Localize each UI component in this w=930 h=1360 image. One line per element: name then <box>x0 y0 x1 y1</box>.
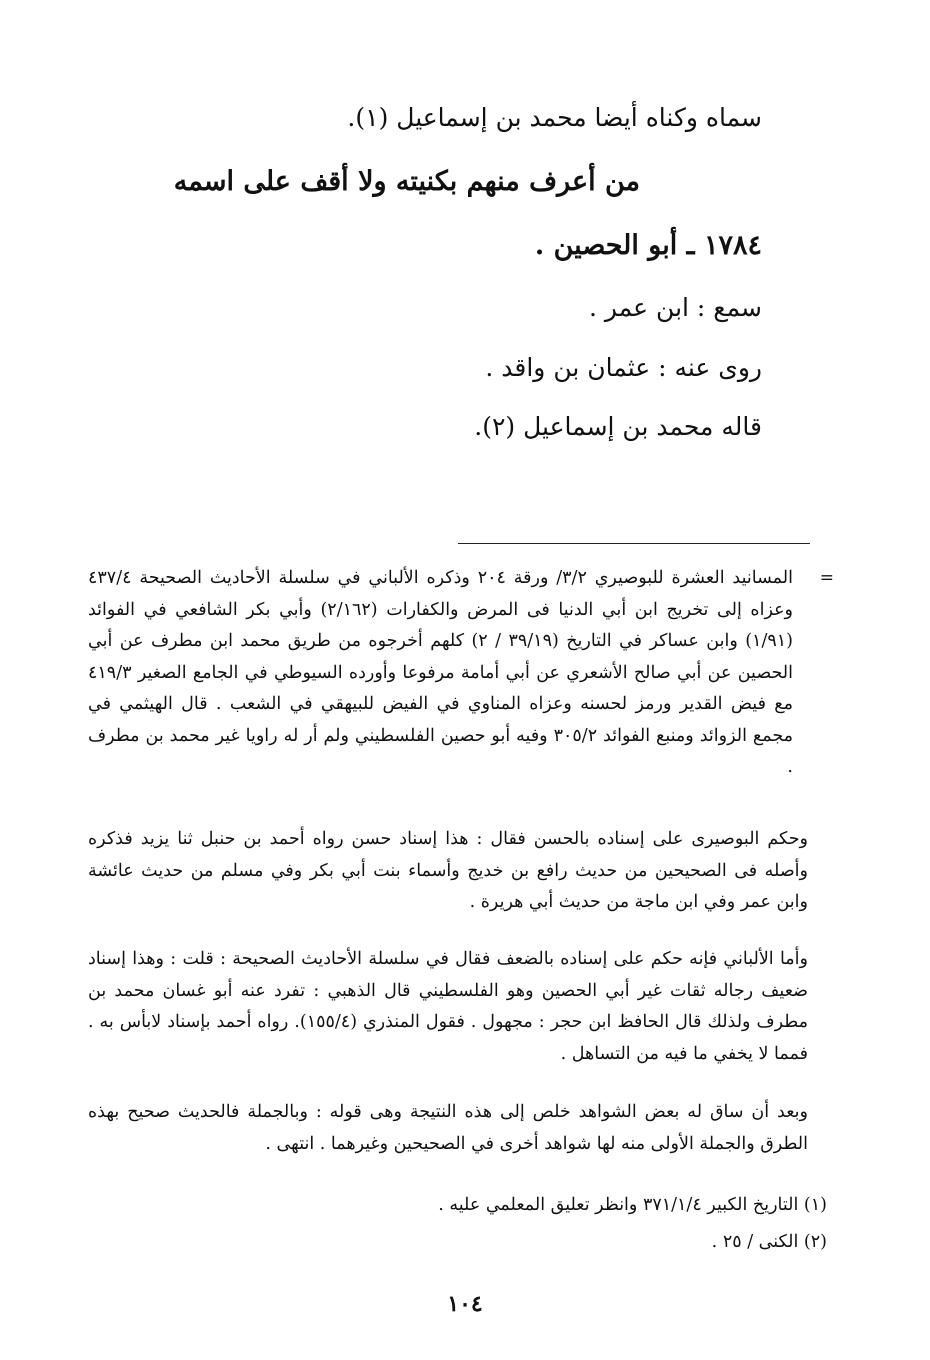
entry-said-by: قاله محمد بن إسماعيل (٢). <box>474 412 762 441</box>
section-heading: من أعرف منهم بكنيته ولا أقف على اسمه <box>173 166 640 197</box>
footnote-paragraph-2: وحكم البوصيرى على إسناده بالحسن فقال : هذا إسناد حسن رواه أحمد بن حنبل ثنا يزيد فذكره وأصله فى الصحيحين من حديث رافع بن خديج وأسماء بنت أبي بكر وفي مسلم من حديث عائشة وابن عمر وفي ابن ماجة من حديث أبي هريرة . <box>88 829 808 912</box>
main-text-line-1: سماه وكناه أيضا محمد بن إسماعيل (١). <box>347 103 762 132</box>
footnote-paragraph-1: المسانيد العشرة للبوصيري ٣/٢/ ورقة ٢٠٤ وذكره الألباني في سلسلة الأحاديث الصحيحة ٤٣٧/٤ وعزاه إلى تخريج ابن أبي الدنيا فى المرض والكفارات (٢/١٦٢) وأبي بكر الشافعي في الفوائد (١/٩١) وابن عساكر في التاريخ (٣٩/١٩ / ٢) كلهم أخرجوه من طريق محمد ابن مطرف عن أبي الحصين عن أبي صالح الأشعري عن أبي أمامة مرفوعا وأورده السيوطي في الجامع الصغير ٤١٩/٣ مع فيض القدير ورمز لحسنه وعزاه المناوي في الفيض للبيهقي في الشعب . قال الهيثمي في مجمع الزوائد ومنبع الفوائد ٣٠٥/٢ وفيه أبو حصين الفلسطيني ولم أر له راويا غير محمد بن مطرف . <box>88 568 793 777</box>
footnote-paragraph-3: وأما الألباني فإنه حكم على إسناده بالضعف فقال في سلسلة الأحاديث الصحيحة : قلت : وهذا إسناد ضعيف رجاله ثقات غير أبي الحصين وهو الفلسطيني قال الذهبي : تفرد عنه أبو غسان محمد بن مطرف ولذلك قال الحافظ ابن حجر : مجهول . فقول المنذري (١٥٥/٤). رواه أحمد بإسناد لابأس به . فمما لا يخفي ما فيه من التساهل . <box>88 949 808 1064</box>
footnote-note-1: (١) التاريخ الكبير ٣٧١/١/٤ وانظر تعليق المعلمي عليه . <box>438 1195 827 1215</box>
entry-narrated-from-him: روى عنه : عثمان بن واقد . <box>485 353 762 382</box>
footnote-note-2: (٢) الكنى / ٢٥ . <box>711 1232 827 1252</box>
footnote-continuation-marker: = <box>819 568 834 588</box>
footnote-divider <box>458 543 810 544</box>
page-number: ١٠٤ <box>447 1291 483 1317</box>
entry-heard: سمع : ابن عمر . <box>589 293 762 322</box>
entry-title: ١٧٨٤ ـ أبو الحصين . <box>534 230 762 261</box>
footnote-paragraph-4: وبعد أن ساق له بعض الشواهد خلص إلى هذه النتيجة وهى قوله : وبالجملة فالحديث صحيح بهذه الطرق والجملة الأولى منه لها شواهد أخرى في الصحيحين وغيرهما . انتهى . <box>88 1102 808 1154</box>
